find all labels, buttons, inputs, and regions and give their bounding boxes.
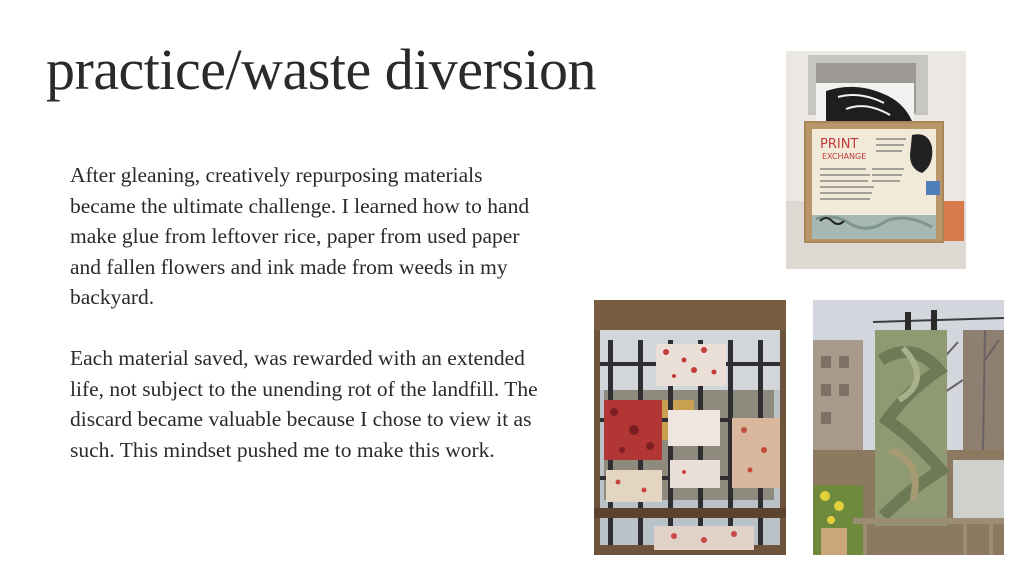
ink-dyed-paper-backyard-photo (813, 300, 1004, 555)
print-exchange-illustration (786, 51, 966, 269)
print-sign-title-2: EXCHANGE (822, 152, 867, 161)
print-exchange-photo (786, 51, 966, 269)
handmade-paper-illustration (594, 300, 786, 555)
slide-title: practice/waste diversion (46, 37, 597, 102)
paragraph-gleaning: After gleaning, creatively repurposing materials became the ultimate challenge. I learned how to hand make glue from leftover rice, paper from used paper and fallen flowers and ink made from weeds in my backyard. (70, 163, 530, 309)
ink-dyed-paper-illustration (813, 300, 1004, 555)
print-sign-title-1: PRINT (820, 137, 859, 152)
paragraph-material-saved: Each material saved, was rewarded with an extended life, not subject to the unending rot of the landfill. The discard became valuable because I chose to view it as such. This mindset pushed me to make this work. (70, 346, 538, 462)
handmade-paper-window-photo (594, 300, 786, 555)
